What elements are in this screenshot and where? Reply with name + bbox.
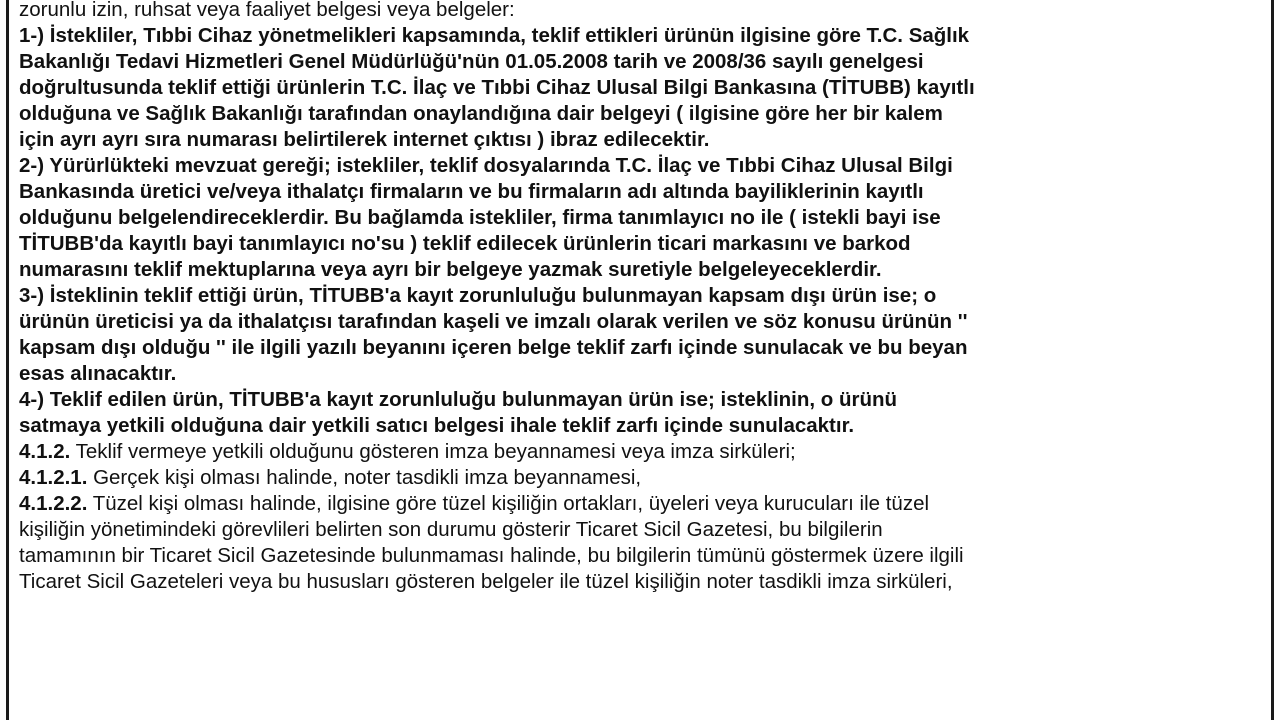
line-text: Gerçek kişi olması halinde, noter tasdikli imza beyannamesi, xyxy=(87,466,642,489)
line-text: Teklif vermeye yetkili olduğunu gösteren imza beyannamesi veya imza sirküleri; xyxy=(70,440,796,463)
line-text: TİTUBB'da kayıtlı bayi tanımlayıcı no'su ) teklif edilecek ürünlerin ticari markasını ve barkod xyxy=(19,232,911,255)
text-line xyxy=(19,257,1251,283)
text-line xyxy=(19,101,1251,127)
line-text: ürünün üreticisi ya da ithalatçısı tarafından kaşeli ve imzalı olarak verilen ve söz konusu ürünün '' xyxy=(19,310,968,333)
line-text: esas alınacaktır. xyxy=(19,362,177,385)
line-text: kapsam dışı olduğu '' ile ilgili yazılı beyanını içeren belge teklif zarfı içinde sunulacak ve bu beyan xyxy=(19,336,968,359)
text-line xyxy=(19,543,1251,569)
line-text: olduğunu belgelendireceklerdir. Bu bağlamda istekliler, firma tanımlayıcı no ile ( istekli bayi ise xyxy=(19,206,941,229)
line-text: 1-) İstekliler, Tıbbi Cihaz yönetmelikleri kapsamında, teklif ettikleri ürünün ilgisine göre T.C. Sağlık xyxy=(19,24,970,47)
line-text: numarasını teklif mektuplarına veya ayrı bir belgeye yazmak suretiyle belgeleyeceklerdir. xyxy=(19,258,882,281)
text-line xyxy=(19,413,1251,439)
text-line xyxy=(19,127,1251,153)
line-text: tamamının bir Ticaret Sicil Gazetesinde bulunmaması halinde, bu bilgilerin tümünü göstermek üzere ilgili xyxy=(19,544,964,567)
line-text: Ticaret Sicil Gazeteleri veya bu hususları gösteren belgeler ile tüzel kişiliğin noter tasdikli imza sirküleri, xyxy=(19,570,953,593)
text-line xyxy=(19,283,1251,309)
line-text: doğrultusunda teklif ettiği ürünlerin T.C. İlaç ve Tıbbi Cihaz Ulusal Bilgi Bankasına (TİTUBB) kayıtlı xyxy=(19,76,975,99)
right-border xyxy=(1271,0,1274,720)
line-text: için ayrı ayrı sıra numarası belirtilerek internet çıktısı ) ibraz edilecektir. xyxy=(19,128,710,151)
document-body xyxy=(19,0,1251,595)
line-text: 2-) Yürürlükteki mevzuat gereği; istekliler, teklif dosyalarında T.C. İlaç ve Tıbbi Cihaz Ulusal Bilgi xyxy=(19,154,953,177)
section-number: 4.1.2. xyxy=(19,440,71,463)
line-text: Bankasında üretici ve/veya ithalatçı firmaların ve bu firmaların adı altında bayiliklerinin kayıtlı xyxy=(19,180,924,203)
text-line xyxy=(19,75,1251,101)
line-text: olduğuna ve Sağlık Bakanlığı tarafından onaylandığına dair belgeyi ( ilgisine göre her bir kalem xyxy=(19,102,943,125)
text-line xyxy=(19,361,1251,387)
text-line xyxy=(19,465,1251,491)
text-line xyxy=(19,205,1251,231)
text-line xyxy=(19,491,1251,517)
line-text: Tüzel kişi olması halinde, ilgisine göre tüzel kişiliğin ortakları, üyeleri veya kurucuları ile tüzel xyxy=(87,492,930,515)
left-border xyxy=(6,0,9,720)
text-line xyxy=(19,439,1251,465)
text-line xyxy=(19,309,1251,335)
section-number: 4.1.2.2. xyxy=(19,492,88,515)
line-text: Bakanlığı Tedavi Hizmetleri Genel Müdürlüğü'nün 01.05.2008 tarih ve 2008/36 sayılı genelgesi xyxy=(19,50,924,73)
text-line xyxy=(19,517,1251,543)
text-line xyxy=(19,231,1251,257)
line-text: 4-) Teklif edilen ürün, TİTUBB'a kayıt zorunluluğu bulunmayan ürün ise; isteklinin, o ürünü xyxy=(19,388,898,411)
text-line xyxy=(19,49,1251,75)
line-text: zorunlu izin, ruhsat veya faaliyet belgesi veya belgeler: xyxy=(19,0,515,21)
line-text: 3-) İsteklinin teklif ettiği ürün, TİTUBB'a kayıt zorunluluğu bulunmayan kapsam dışı ürün ise; o xyxy=(19,284,937,307)
text-line xyxy=(19,23,1251,49)
text-line xyxy=(19,387,1251,413)
text-line xyxy=(19,569,1251,595)
text-line xyxy=(19,179,1251,205)
text-line xyxy=(19,153,1251,179)
text-line xyxy=(19,335,1251,361)
line-text: satmaya yetkili olduğuna dair yetkili satıcı belgesi ihale teklif zarfı içinde sunulacaktır. xyxy=(19,414,855,437)
text-line xyxy=(19,0,1251,23)
line-text: kişiliğin yönetimindeki görevlileri belirten son durumu gösterir Ticaret Sicil Gazetesi, bu bilgilerin xyxy=(19,518,883,541)
section-number: 4.1.2.1. xyxy=(19,466,88,489)
